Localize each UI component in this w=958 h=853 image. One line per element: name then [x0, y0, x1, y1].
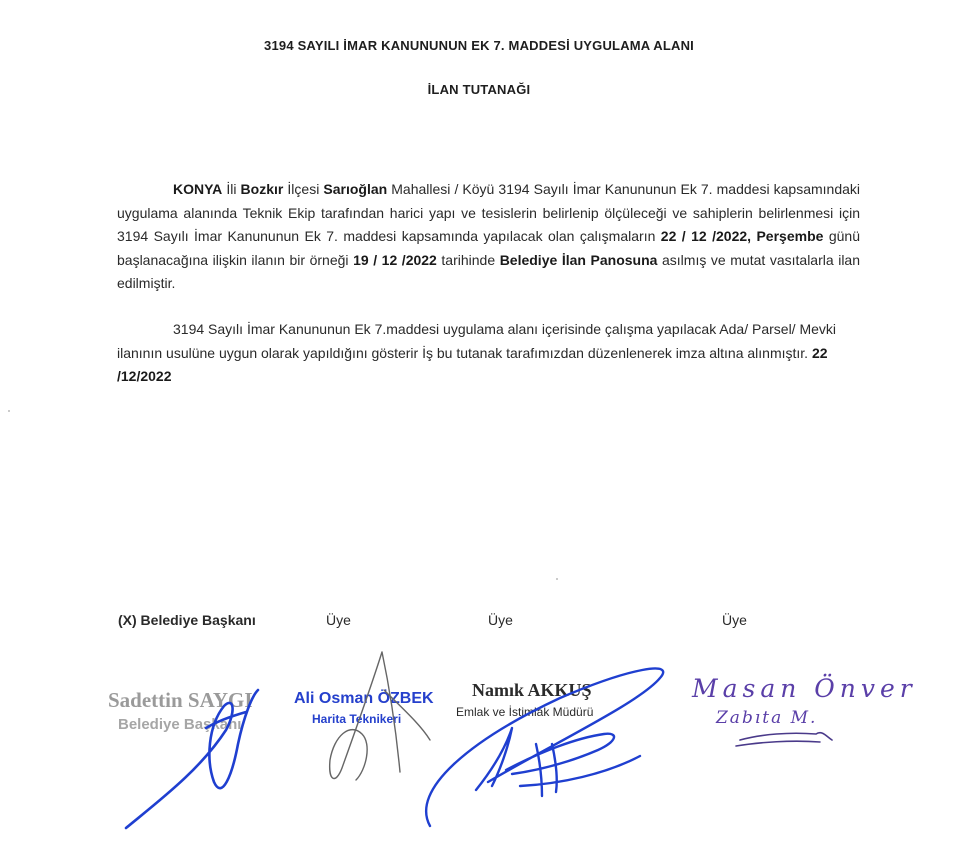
start-date: 22 / 12 /2022, Perşembe	[660, 228, 824, 244]
document-subtitle: İLAN TUTANAĞI	[427, 82, 531, 97]
signatory-label-member: Üye	[722, 612, 747, 628]
stamp-name: Namık AKKUŞ	[472, 680, 592, 700]
neighbourhood-name: Sarıoğlan	[323, 181, 388, 197]
signature-zabita	[736, 733, 832, 746]
posting-date: 19 / 12 /2022	[353, 251, 437, 268]
stamp-role: Harita Teknikeri	[312, 712, 402, 726]
posting-place: Belediye İlan Panosuna	[499, 251, 658, 268]
paragraph-text: 3194 Sayılı İmar Kanununun Ek 7.maddesi uygulama alanı içerisinde çalışma yapılacak Ada/ Parsel/ Mevki ilanının usulüne uygun olarak yapıldığını gösterir İş bu tutanak tarafımızdan düzenlenerek imza altına alınmıştır.	[117, 321, 837, 361]
signatory-label-mayor: (X) Belediye Başkanı	[118, 612, 256, 628]
paragraph-text: İlçesi	[283, 181, 324, 197]
announcement-paragraph	[117, 178, 860, 296]
stamp-name: Ali Osman ÖZBEK	[294, 690, 434, 707]
district-name: Bozkır	[240, 181, 284, 197]
paragraph-text: günü başlanacağına ilişkin ilanın bir örneği	[117, 228, 860, 268]
paragraph-text: asılmış ve mutat vasıtalarla ilan edilmiştir.	[117, 251, 861, 291]
stamp-role: Belediye Başkanı	[118, 716, 242, 733]
signatory-label-member: Üye	[326, 612, 351, 628]
handwritten-title: Zabıta M.	[716, 708, 818, 728]
handwritten-name: Masan Önver	[692, 674, 917, 703]
stamp-name: Sadettin SAYGI	[108, 688, 253, 712]
province-name: KONYA	[173, 181, 223, 197]
paragraph-text: İli	[222, 181, 241, 197]
statement-paragraph	[117, 318, 860, 389]
document-date: 22 /12/2022	[117, 344, 828, 384]
paragraph-text: Mahallesi / Köyü 3194 Sayılı İmar Kanununun Ek 7. maddesi kapsamındaki uygulama alanında Teknik Ekip tarafından harici yapı ve tesislerin belirlenip ölçüleceği ve sahiplerin belirlenmesi için 3194 Sayılı İmar Kanununun Ek 7. maddesi kapsamında yapılacak olan çalışmaların	[117, 181, 860, 244]
stamp-role: Emlak ve İstimlak Müdürü	[456, 705, 594, 719]
scan-speck	[556, 578, 558, 580]
signatory-label-member: Üye	[488, 612, 513, 628]
paragraph-text: tarihinde	[436, 251, 500, 268]
document-title: 3194 SAYILI İMAR KANUNUNUN EK 7. MADDESİ UYGULAMA ALANI	[264, 38, 694, 53]
scan-speck	[8, 410, 10, 412]
